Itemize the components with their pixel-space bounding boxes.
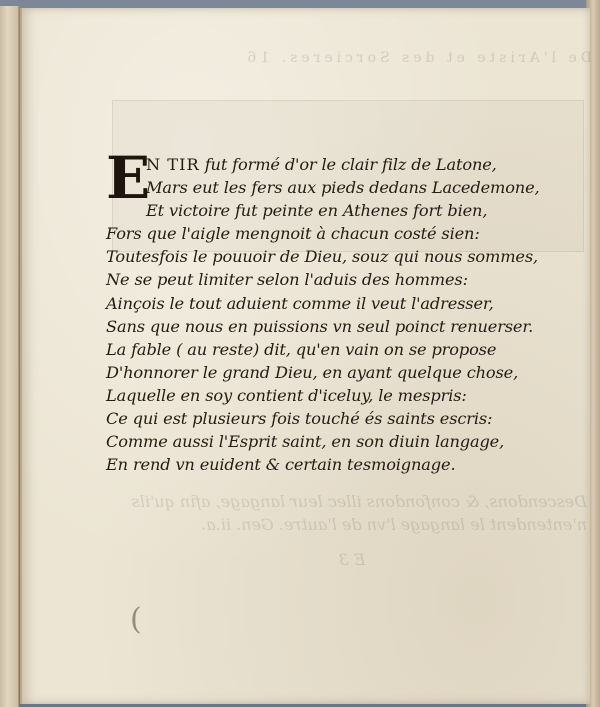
- poem-line: Ainçois le tout aduient comme il veut l'adresser,: [106, 293, 494, 313]
- poem-line: Ce qui est plusieurs fois touché és saints escris:: [106, 409, 493, 429]
- poem-line: Sans que nous en puissions vn seul poinct renuerser.: [106, 316, 534, 336]
- book-page: [20, 8, 590, 704]
- poem-line: En rend vn euident & certain tesmoignage.: [106, 455, 456, 475]
- poem-line: Mars eut les fers aux pieds dedans Lacedemone,: [146, 178, 540, 198]
- poem-line-text: fut formé d'or le clair filz de Latone,: [204, 155, 497, 174]
- poem-line: Fors que l'aigle mengnoit à chacun costé sien:: [106, 224, 480, 244]
- show-through-running-head: De l'Ariste et des Sorcieres. 16: [243, 50, 592, 66]
- show-through-line: Descendons, & confondons illec leur langage, afin qu'ils: [131, 492, 587, 511]
- poem-text: [106, 144, 586, 476]
- show-through-line: n'entendent le langage l'vn de l'autre. Gen. ii.a.: [201, 515, 587, 534]
- poem-line: Toutesfois le pouuoir de Dieu, souz qui nous sommes,: [106, 247, 538, 267]
- margin-bracket-mark: (: [130, 602, 142, 637]
- show-through-footnote: [117, 490, 587, 610]
- drop-capital: E: [106, 144, 151, 212]
- poem-line: [106, 153, 586, 176]
- poem-opening-word: N TIR: [146, 155, 200, 174]
- poem-line: Et victoire fut peinte en Athenes fort bien,: [146, 201, 488, 221]
- poem-line: Ne se peut limiter selon l'aduis des hommes:: [106, 270, 468, 290]
- show-through-signature: E 3: [338, 550, 366, 569]
- poem-line: Laquelle en soy contient d'iceluy, le mespris:: [106, 385, 467, 405]
- poem-line: D'honnorer le grand Dieu, en ayant quelque chose,: [106, 362, 519, 382]
- poem-line: Comme aussi l'Esprit saint, en son diuin langage,: [106, 432, 505, 452]
- poem-line: La fable ( au reste) dit, qu'en vain on se propose: [106, 339, 497, 359]
- left-book-edge: [0, 6, 19, 707]
